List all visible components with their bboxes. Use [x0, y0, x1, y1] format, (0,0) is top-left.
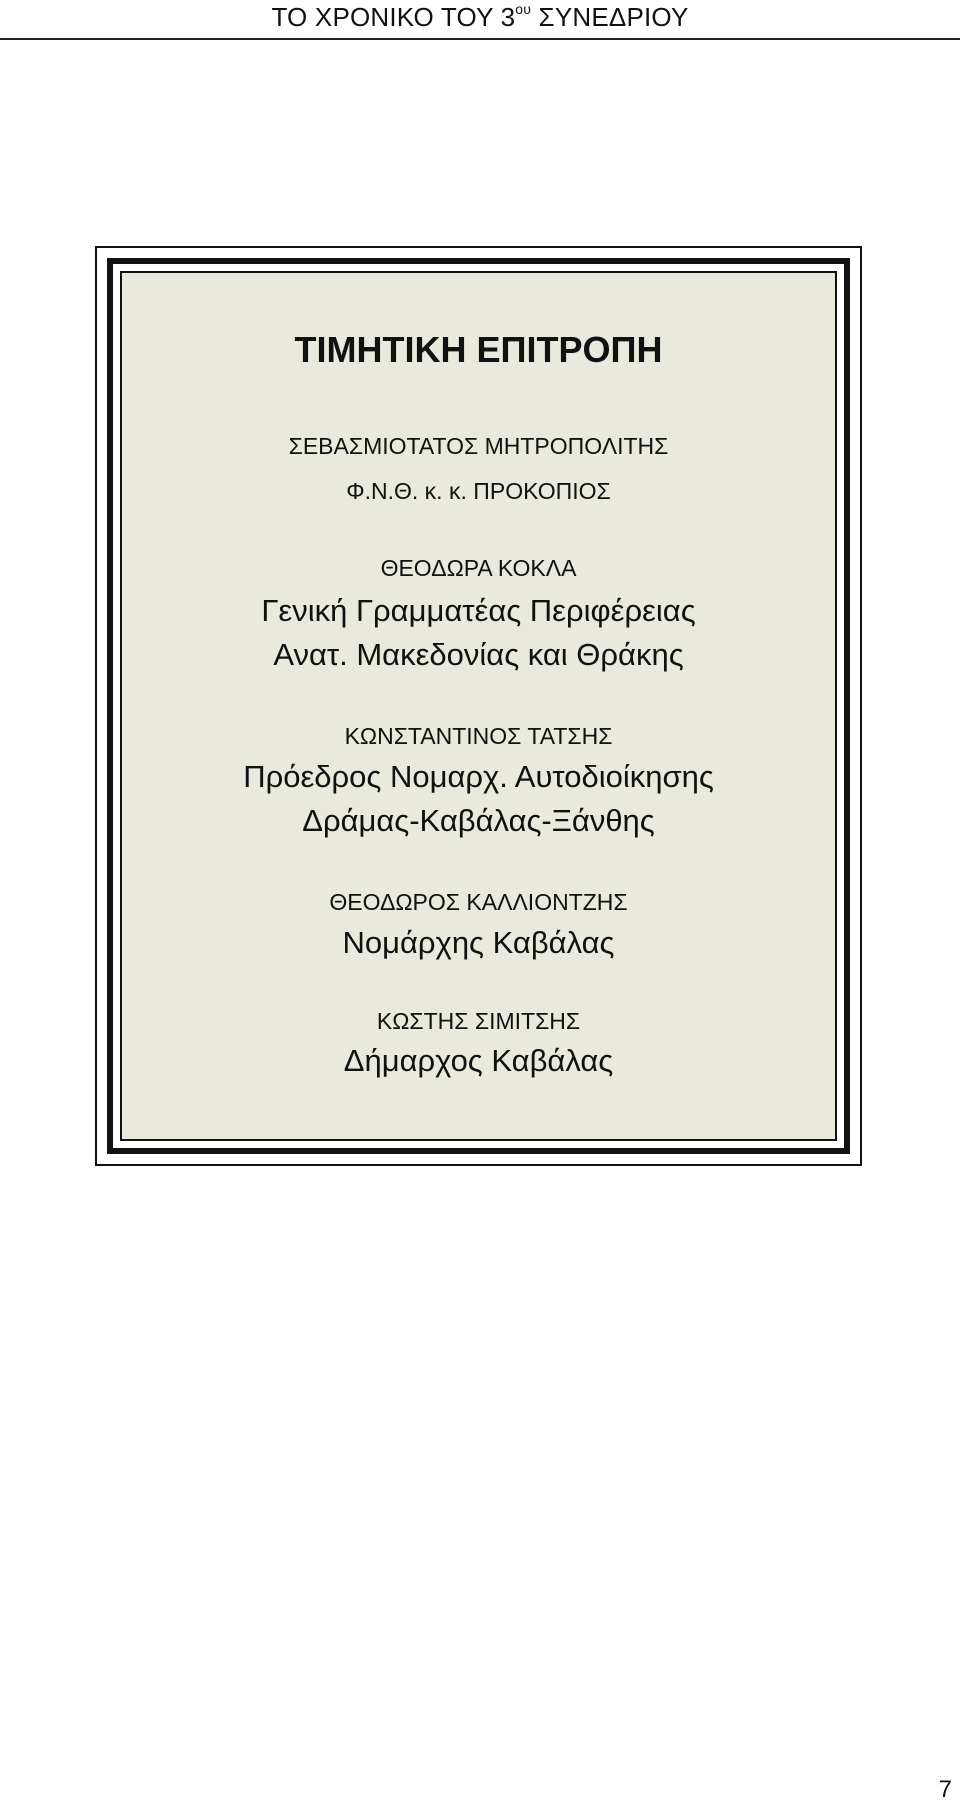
- member-name-kalliontzis: ΘΕΟΔΩΡΟΣ ΚΑΛΛΙΟΝΤΖΗΣ: [329, 889, 628, 915]
- page-number: 7: [938, 1776, 952, 1803]
- committee-frame-outer: [95, 246, 862, 1166]
- header-text-end: ΣΥΝΕΔΡΙΟΥ: [531, 2, 689, 32]
- member-role-kokla-line1: Γενική Γραμματέας Περιφέρειας: [261, 593, 696, 628]
- member-role-tatsis-line1: Πρόεδρος Νομαρχ. Αυτοδιοίκησης: [243, 759, 714, 794]
- member-name-kokla: ΘΕΟΔΩΡΑ ΚΟΚΛΑ: [380, 555, 577, 581]
- member-name-tatsis: ΚΩΝΣΤΑΝΤΙΝΟΣ ΤΑΤΣΗΣ: [344, 723, 613, 749]
- member-role-kalliontzis: Νομάρχης Καβάλας: [342, 925, 615, 960]
- member-name-simitsis: ΚΩΣΤΗΣ ΣΙΜΙΤΣΗΣ: [376, 1008, 581, 1034]
- member-role-kokla-line2: Ανατ. Μακεδονίας και Θράκης: [273, 637, 684, 672]
- member-role-tatsis-line2: Δράμας-Καβάλας-Ξάνθης: [302, 803, 655, 838]
- committee-panel: [120, 271, 837, 1141]
- committee-title: ΤΙΜΗΤΙΚΗ ΕΠΙΤΡΟΠΗ: [294, 329, 663, 370]
- committee-content: [122, 273, 835, 1139]
- running-header: [0, 0, 960, 40]
- metropolitan-title: ΣΕΒΑΣΜΙΟΤΑΤΟΣ ΜΗΤΡΟΠΟΛΙΤΗΣ: [288, 433, 669, 459]
- header-text-main: ΤΟ ΧΡΟΝΙΚΟ ΤΟΥ 3: [271, 2, 516, 32]
- committee-frame-middle: [107, 258, 850, 1154]
- header-superscript: ου: [515, 1, 532, 17]
- metropolitan-name: Φ.Ν.Θ. κ. κ. ΠΡΟΚΟΠΙΟΣ: [346, 478, 611, 504]
- member-role-simitsis: Δήμαρχος Καβάλας: [343, 1043, 614, 1078]
